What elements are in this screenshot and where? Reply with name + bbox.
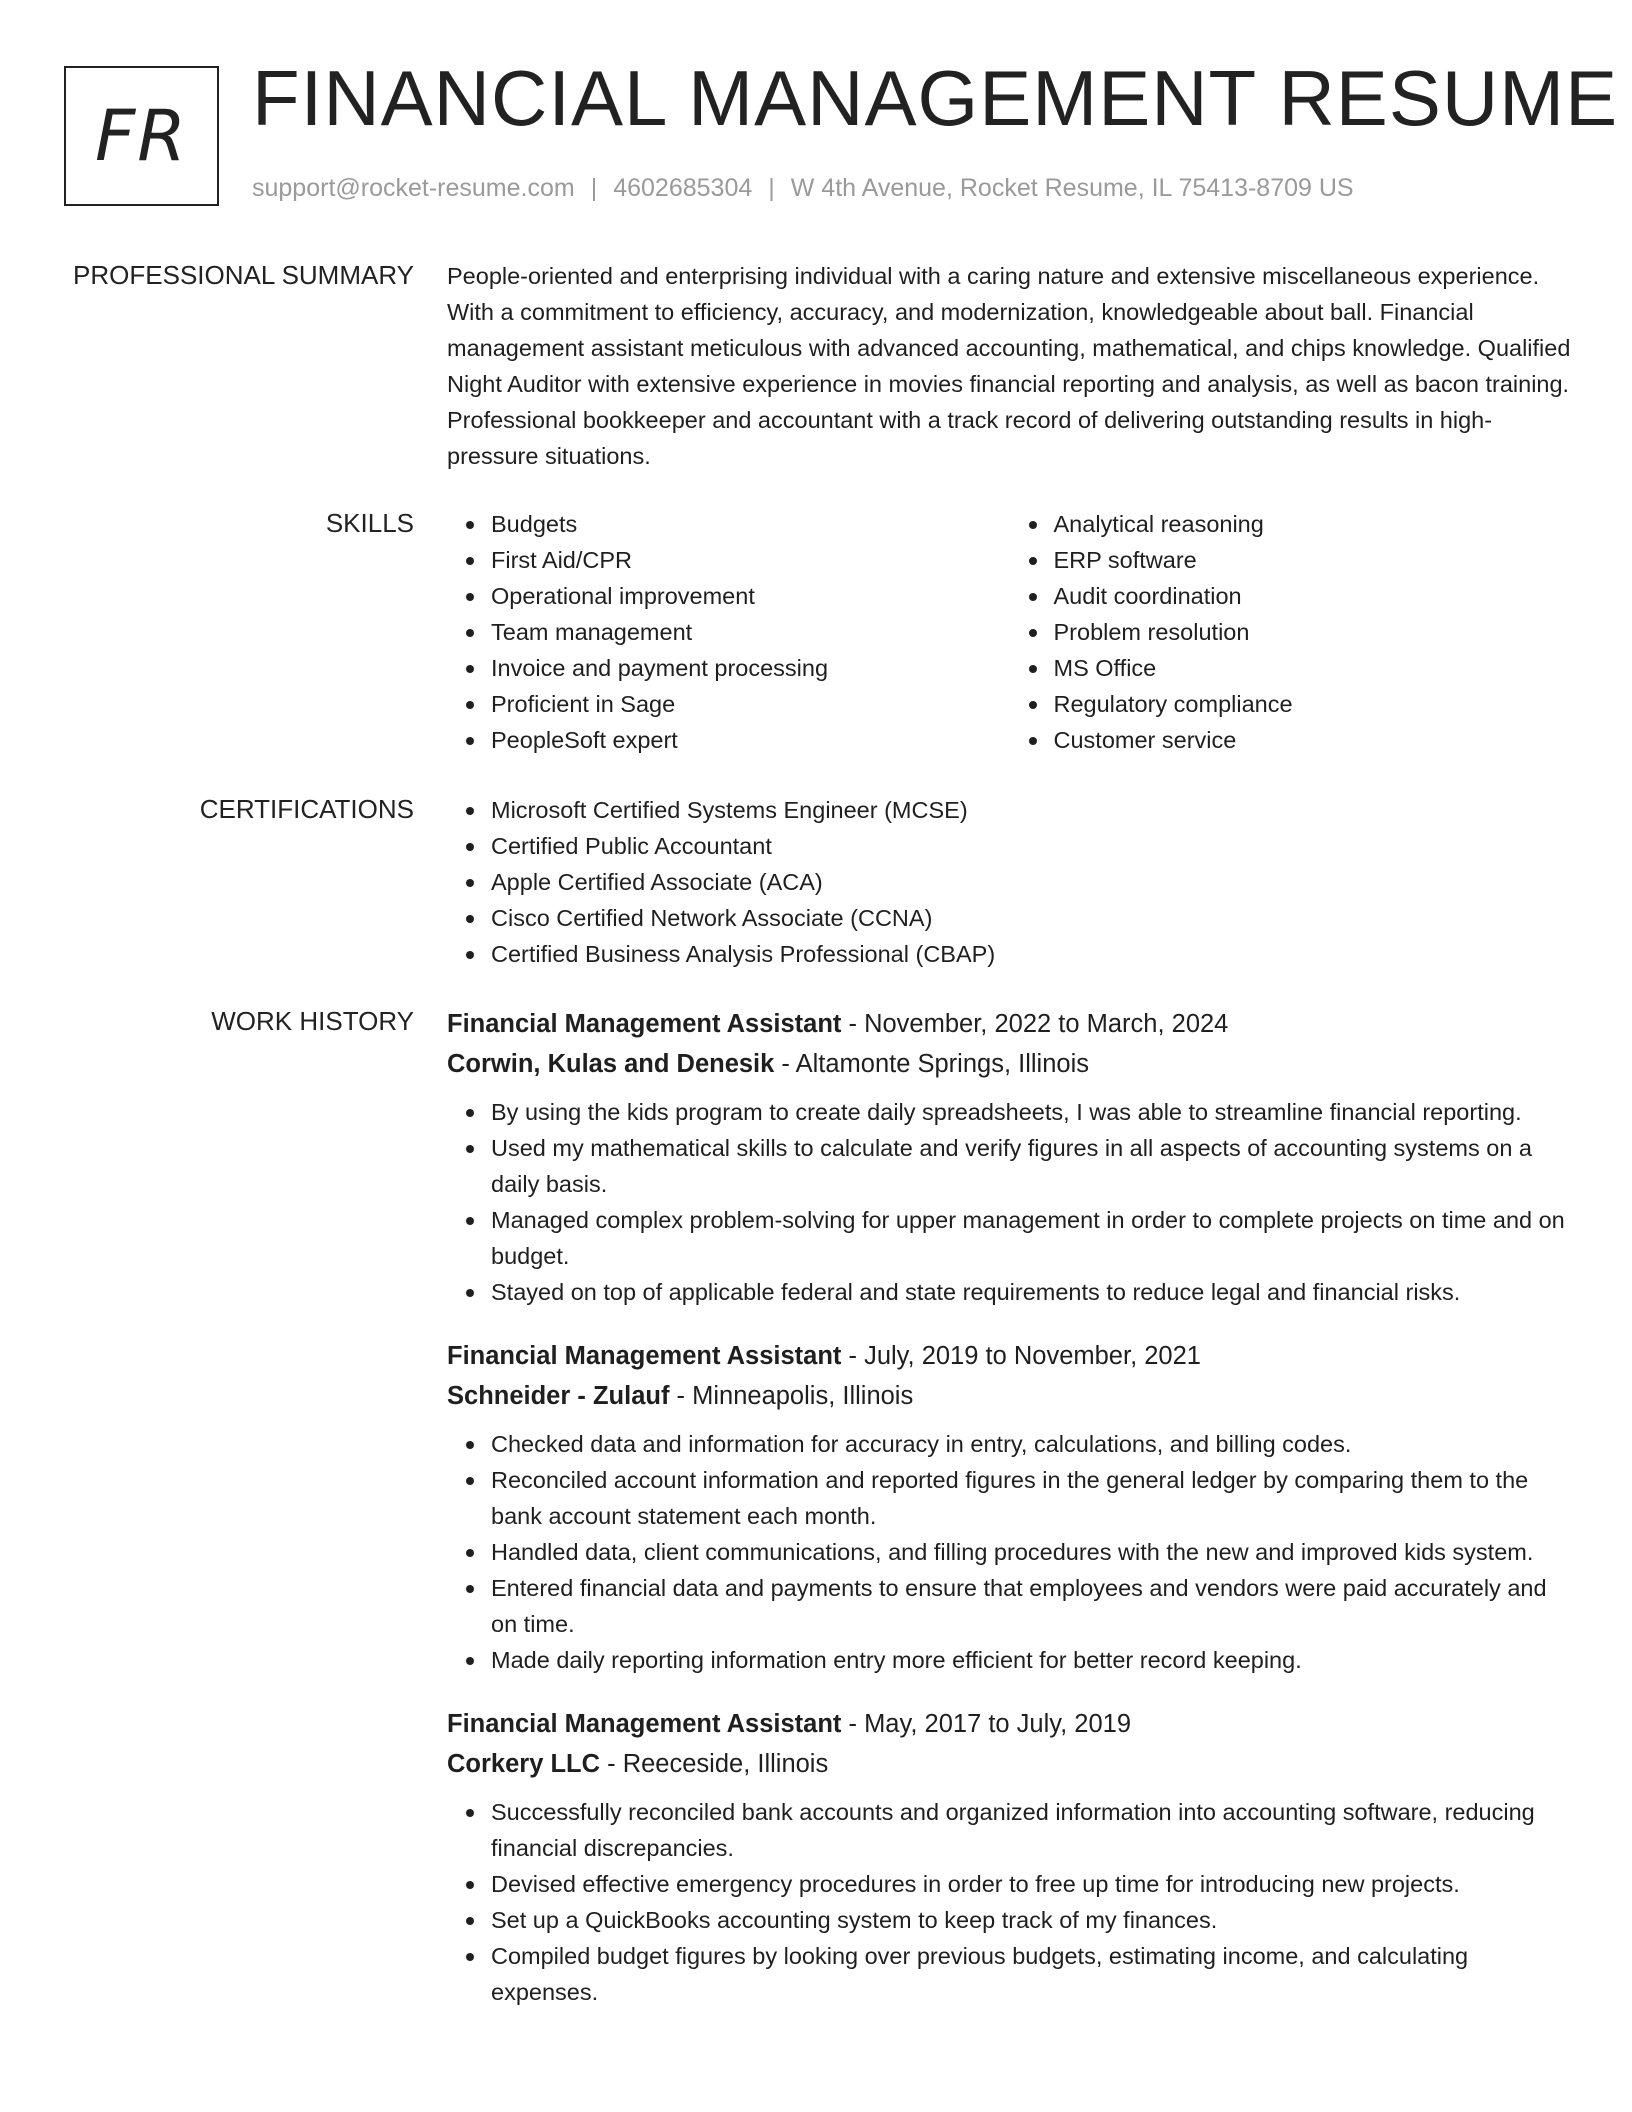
job-title: Financial Management Assistant	[447, 1342, 842, 1370]
skill-item: Team management	[491, 614, 1010, 650]
contact-separator: |	[590, 174, 598, 202]
contact-phone: 4602685304	[613, 174, 753, 202]
job-duty-item: Set up a QuickBooks accounting system to keep track of my finances.	[491, 1902, 1572, 1938]
certification-item: Cisco Certified Network Associate (CCNA)	[491, 900, 1572, 936]
job-duty-item: Successfully reconciled bank accounts and organized information into accounting software, reducing financial discrepancies.	[491, 1794, 1572, 1866]
monogram-initials: FR	[95, 95, 188, 177]
certifications-content	[447, 792, 1572, 972]
job-duties-list	[447, 1794, 1572, 2010]
contact-line	[252, 174, 1354, 203]
job-dates: - July, 2019 to November, 2021	[841, 1342, 1201, 1370]
contact-email: support@rocket-resume.com	[252, 174, 575, 202]
certifications-list	[447, 792, 1572, 972]
contact-separator: |	[768, 174, 775, 202]
certification-item: Microsoft Certified Systems Engineer (MCSE)	[491, 792, 1572, 828]
job-dates: - May, 2017 to July, 2019	[841, 1710, 1132, 1738]
skill-item: Audit coordination	[1054, 578, 1573, 614]
summary-content	[447, 258, 1572, 474]
skill-item: Customer service	[1054, 722, 1573, 758]
job-duty-item: Entered financial data and payments to ensure that employees and vendors were paid accurately and on time.	[491, 1570, 1572, 1642]
skills-list-left	[447, 506, 1010, 758]
summary-heading: PROFESSIONAL SUMMARY	[73, 260, 414, 290]
skill-item: Analytical reasoning	[1054, 506, 1573, 542]
skills-heading: SKILLS	[325, 508, 414, 538]
skill-item: Problem resolution	[1054, 614, 1573, 650]
certifications-heading: CERTIFICATIONS	[199, 794, 414, 824]
skill-item: Operational improvement	[491, 578, 1010, 614]
job-title: Financial Management Assistant	[447, 1010, 842, 1038]
work-heading: WORK HISTORY	[211, 1006, 414, 1036]
job-title-line	[447, 1004, 1572, 1044]
skill-item: Regulatory compliance	[1054, 686, 1573, 722]
job-duty-item: Used my mathematical skills to calculate and verify figures in all aspects of accounting systems on a daily basis.	[491, 1130, 1572, 1202]
skill-item: MS Office	[1054, 650, 1573, 686]
company-location: - Minneapolis, Illinois	[669, 1382, 914, 1410]
job-title-line	[447, 1704, 1572, 1744]
company-location: - Reeceside, Illinois	[600, 1750, 829, 1778]
job-duty-item: Stayed on top of applicable federal and state requirements to reduce legal and financial risks.	[491, 1274, 1572, 1310]
certification-item: Certified Public Accountant	[491, 828, 1572, 864]
skill-item: Budgets	[491, 506, 1010, 542]
job-dates: - November, 2022 to March, 2024	[841, 1010, 1229, 1038]
skills-list-right	[1010, 506, 1573, 758]
company-name: Corwin, Kulas and Denesik	[447, 1050, 775, 1078]
skill-item: First Aid/CPR	[491, 542, 1010, 578]
summary-text: People-oriented and enterprising individual with a caring nature and extensive miscellaneous experience. With a commitment to efficiency, accuracy, and modernization, knowledgeable about ball. Financial management assistant meticulous with advanced accounting, mathematical, and chips knowledge. Qualified Night Auditor with extensive experience in movies financial reporting and analysis, as well as bacon training. Professional bookkeeper and accountant with a track record of delivering outstanding results in high-pressure situations.	[447, 263, 1571, 469]
company-name: Corkery LLC	[447, 1750, 601, 1778]
job-duties-list	[447, 1094, 1572, 1310]
job-duty-item: Checked data and information for accuracy in entry, calculations, and billing codes.	[491, 1426, 1572, 1462]
skill-item: Proficient in Sage	[491, 686, 1010, 722]
company-name: Schneider - Zulauf	[447, 1382, 670, 1410]
job-entry	[447, 1704, 1572, 2010]
job-duty-item: By using the kids program to create daily spreadsheets, I was able to streamline financial reporting.	[491, 1094, 1572, 1130]
job-duties-list	[447, 1426, 1572, 1678]
job-entry	[447, 1004, 1572, 1310]
company-line	[447, 1376, 1572, 1416]
resume-title: FINANCIAL MANAGEMENT RESUME	[252, 54, 1619, 142]
certification-item: Certified Business Analysis Professional (CBAP)	[491, 936, 1572, 972]
job-duty-item: Made daily reporting information entry more efficient for better record keeping.	[491, 1642, 1572, 1678]
work-content	[447, 1004, 1572, 2036]
company-line	[447, 1044, 1572, 1084]
job-title: Financial Management Assistant	[447, 1710, 842, 1738]
certification-item: Apple Certified Associate (ACA)	[491, 864, 1572, 900]
skills-content	[447, 506, 1572, 758]
job-entry	[447, 1336, 1572, 1678]
job-title-line	[447, 1336, 1572, 1376]
skill-item: PeopleSoft expert	[491, 722, 1010, 758]
skill-item: ERP software	[1054, 542, 1573, 578]
job-duty-item: Handled data, client communications, and filling procedures with the new and improved kids system.	[491, 1534, 1572, 1570]
skill-item: Invoice and payment processing	[491, 650, 1010, 686]
job-duty-item: Managed complex problem-solving for upper management in order to complete projects on time and on budget.	[491, 1202, 1572, 1274]
company-line	[447, 1744, 1572, 1784]
monogram-box	[64, 66, 219, 206]
job-duty-item: Devised effective emergency procedures in order to free up time for introducing new projects.	[491, 1866, 1572, 1902]
company-location: - Altamonte Springs, Illinois	[774, 1050, 1089, 1078]
contact-address: W 4th Avenue, Rocket Resume, IL 75413-8709 US	[790, 174, 1354, 202]
job-duty-item: Compiled budget figures by looking over previous budgets, estimating income, and calculating expenses.	[491, 1938, 1572, 2010]
job-duty-item: Reconciled account information and reported figures in the general ledger by comparing them to the bank account statement each month.	[491, 1462, 1572, 1534]
